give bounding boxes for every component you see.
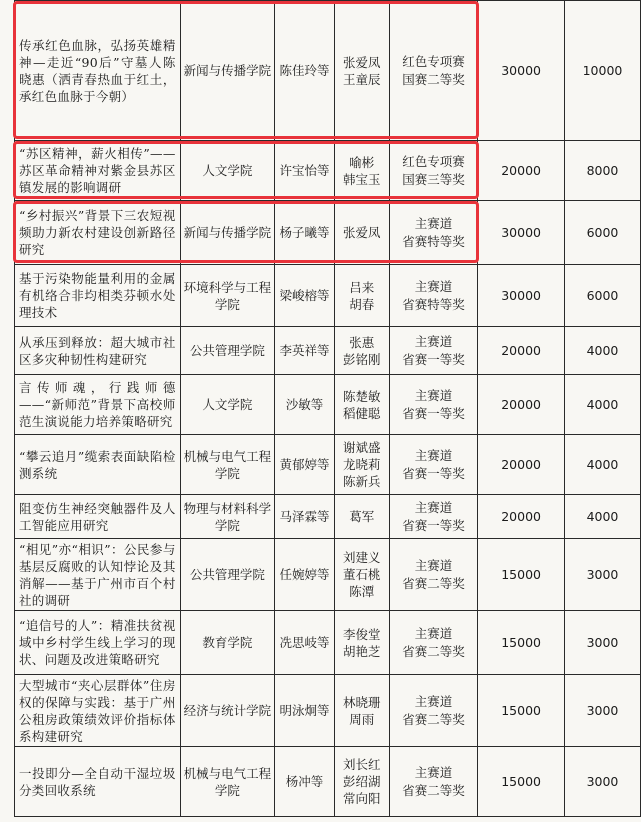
table-row [15, 1, 641, 141]
award-cell: 主赛道 省赛特等奖 [389, 265, 478, 327]
funding-cell: 15000 [478, 611, 565, 675]
leader-cell: 冼思岐等 [275, 611, 335, 675]
college-cell: 公共管理学院 [180, 539, 275, 611]
table-row [15, 327, 641, 375]
funding-cell: 20000 [478, 495, 565, 539]
award-cell: 主赛道 省赛二等奖 [389, 611, 478, 675]
project-title-cell: “追信号的人”：精准扶贫视域中乡村学生线上学习的现状、问题及改进策略研究 [15, 611, 181, 675]
leader-cell: 沙敏等 [275, 375, 335, 435]
award-cell: 红色专项赛 国赛三等奖 [389, 141, 478, 201]
leader-cell: 杨子曦等 [275, 201, 335, 265]
table-row [15, 539, 641, 611]
table-row [15, 435, 641, 495]
advisor-cell: 李俊堂 胡艳芝 [334, 611, 389, 675]
award-cell: 主赛道 省赛特等奖 [389, 201, 478, 265]
funding-cell: 30000 [478, 1, 565, 141]
bonus-cell: 4000 [564, 435, 640, 495]
leader-cell: 陈佳玲等 [275, 1, 335, 141]
project-title-cell: “相见”亦“相识”：公民参与基层反腐败的认知悖论及其消解——基于广州市百个村社的调研 [15, 539, 181, 611]
advisor-cell: 吕来 胡春 [334, 265, 389, 327]
funding-cell: 20000 [478, 327, 565, 375]
project-title-cell: 基于污染物能量利用的金属有机络合非均相类芬顿水处理技术 [15, 265, 181, 327]
advisor-cell: 刘建义 董石桃 陈潭 [334, 539, 389, 611]
project-title-cell: “乡村振兴”背景下三农短视频助力新农村建设创新路径研究 [15, 201, 181, 265]
college-cell: 经济与统计学院 [180, 675, 275, 747]
project-title-cell: 从承压到释放：超大城市社区多灾种韧性构建研究 [15, 327, 181, 375]
project-title-cell: 阻变仿生神经突触器件及人工智能应用研究 [15, 495, 181, 539]
project-title-cell: 大型城市“夹心层群体”住房权的保障与实践：基于广州公租房政策绩效评价指标体系构建研究 [15, 675, 181, 747]
advisor-cell: 张爱凤 [334, 201, 389, 265]
leader-cell: 黄郁婷等 [275, 435, 335, 495]
award-cell: 主赛道 省赛一等奖 [389, 435, 478, 495]
funding-cell: 30000 [478, 265, 565, 327]
bonus-cell: 6000 [564, 201, 640, 265]
advisor-cell: 谢斌盛 龙晓莉 陈新兵 [334, 435, 389, 495]
table-row [15, 141, 641, 201]
table-row [15, 747, 641, 817]
college-cell: 新闻与传播学院 [180, 1, 275, 141]
project-title-cell: “苏区精神，薪火相传”——苏区革命精神对紫金县苏区镇发展的影响调研 [15, 141, 181, 201]
bonus-cell: 3000 [564, 747, 640, 817]
advisor-cell: 刘长红 彭绍湖 常向阳 [334, 747, 389, 817]
award-cell: 主赛道 省赛二等奖 [389, 747, 478, 817]
funding-cell: 20000 [478, 375, 565, 435]
award-cell: 主赛道 省赛二等奖 [389, 675, 478, 747]
award-cell: 主赛道 省赛一等奖 [389, 375, 478, 435]
advisor-cell: 林晓珊 周雨 [334, 675, 389, 747]
college-cell: 环境科学与工程学院 [180, 265, 275, 327]
leader-cell: 杨冲等 [275, 747, 335, 817]
advisor-cell: 葛军 [334, 495, 389, 539]
funding-cell: 15000 [478, 539, 565, 611]
college-cell: 物理与材料科学学院 [180, 495, 275, 539]
award-cell: 红色专项赛 国赛二等奖 [389, 1, 478, 141]
college-cell: 公共管理学院 [180, 327, 275, 375]
project-title-cell: 言传师魂，行践师德——“新师范”背景下高校师范生演说能力培养策略研究 [15, 375, 181, 435]
award-table [14, 0, 641, 817]
project-title-cell: “攀云追月”缆索表面缺陷检测系统 [15, 435, 181, 495]
bonus-cell: 3000 [564, 611, 640, 675]
award-cell: 主赛道 省赛二等奖 [389, 539, 478, 611]
bonus-cell: 3000 [564, 539, 640, 611]
funding-cell: 20000 [478, 435, 565, 495]
bonus-cell: 4000 [564, 327, 640, 375]
table-row [15, 495, 641, 539]
advisor-cell: 喻彬 韩宝玉 [334, 141, 389, 201]
college-cell: 人文学院 [180, 141, 275, 201]
table-row [15, 265, 641, 327]
college-cell: 人文学院 [180, 375, 275, 435]
advisor-cell: 张爱凤 王童辰 [334, 1, 389, 141]
bonus-cell: 4000 [564, 495, 640, 539]
funding-cell: 30000 [478, 201, 565, 265]
leader-cell: 许宝怡等 [275, 141, 335, 201]
bonus-cell: 8000 [564, 141, 640, 201]
bonus-cell: 4000 [564, 375, 640, 435]
project-title-cell: 一投即分—全自动干湿垃圾分类回收系统 [15, 747, 181, 817]
leader-cell: 梁峻榕等 [275, 265, 335, 327]
college-cell: 教育学院 [180, 611, 275, 675]
leader-cell: 任婉婷等 [275, 539, 335, 611]
leader-cell: 马泽霖等 [275, 495, 335, 539]
funding-cell: 15000 [478, 747, 565, 817]
funding-cell: 20000 [478, 141, 565, 201]
college-cell: 新闻与传播学院 [180, 201, 275, 265]
advisor-cell: 陈楚敏 稻健聪 [334, 375, 389, 435]
leader-cell: 明泳炯等 [275, 675, 335, 747]
college-cell: 机械与电气工程学院 [180, 435, 275, 495]
bonus-cell: 3000 [564, 675, 640, 747]
leader-cell: 李英祥等 [275, 327, 335, 375]
project-title-cell: 传承红色血脉，弘扬英雄精神—走近“90后”守墓人陈晓惠（洒青春热血于红土，承红色血脉于今朝） [15, 1, 181, 141]
table-row [15, 611, 641, 675]
funding-cell: 15000 [478, 675, 565, 747]
college-cell: 机械与电气工程学院 [180, 747, 275, 817]
advisor-cell: 张惠 彭铭刚 [334, 327, 389, 375]
bonus-cell: 6000 [564, 265, 640, 327]
bonus-cell: 10000 [564, 1, 640, 141]
table-row [15, 375, 641, 435]
award-cell: 主赛道 省赛一等奖 [389, 327, 478, 375]
table-row [15, 675, 641, 747]
award-cell: 主赛道 省赛一等奖 [389, 495, 478, 539]
table-row [15, 201, 641, 265]
